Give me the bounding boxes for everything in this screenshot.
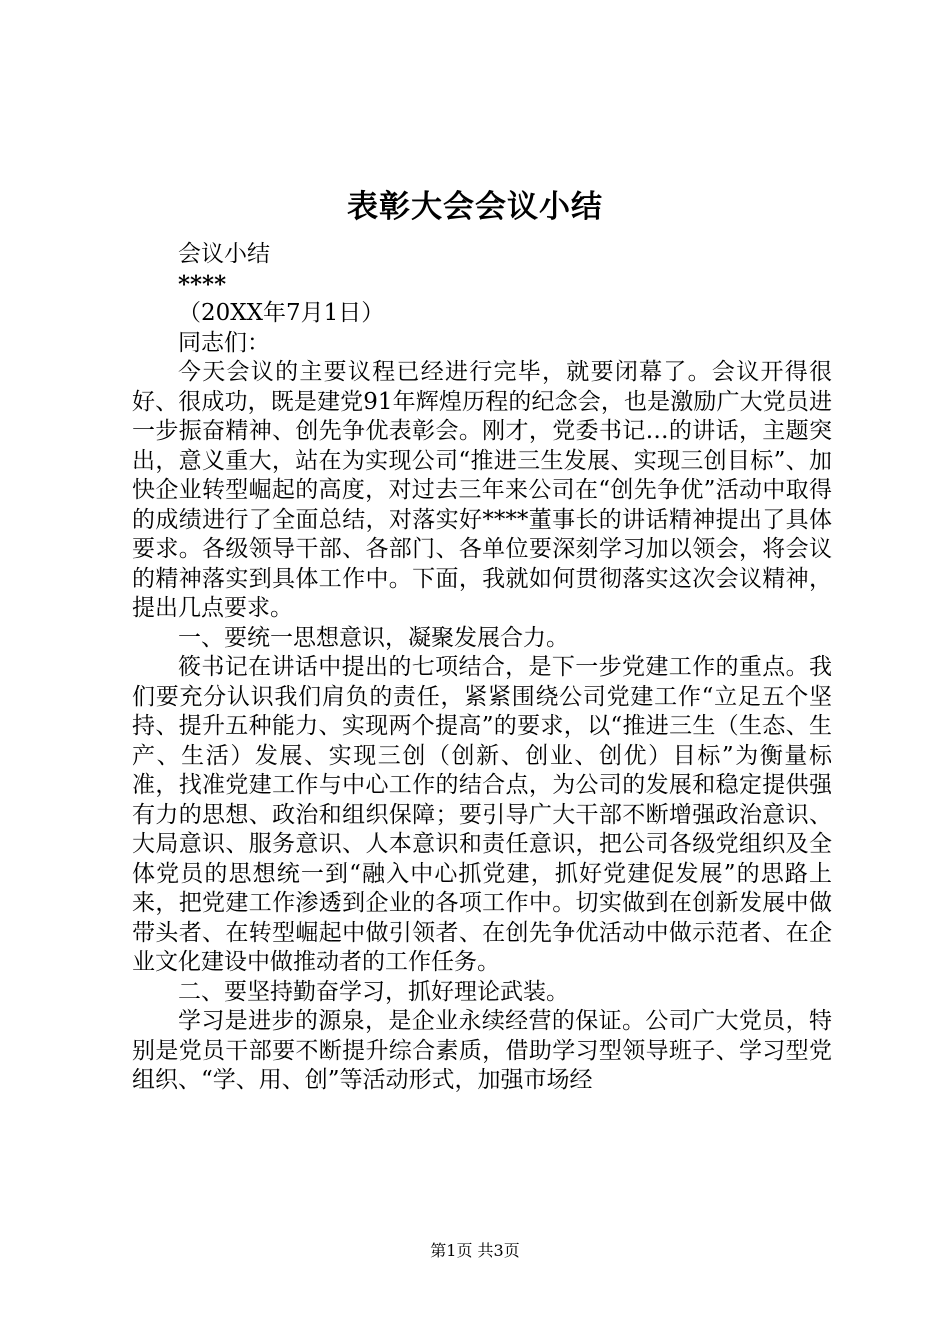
salutation: 同志们：: [178, 329, 270, 356]
author-line: ****: [178, 270, 227, 298]
document-body: [132, 240, 832, 1096]
subtitle-line: 会议小结: [178, 241, 270, 267]
body-paragraph: 筱书记在讲话中提出的七项结合，是下一步党建工作的重点。我们要充分认识我们肩负的责任，紧紧围绕公司党建工作“立足五个坚持、提升五种能力、实现两个提高”的要求，以“推进三生（生态、生产、生活）发展、实现三创（创新、创业、创优）目标”为衡量标准，找准党建工作与中心工作的结合点，为公司的发展和稳定提供强有力的思想、政治和组织保障；要引导广大干部不断增强政治意识、大局意识、服务意识、人本意识和责任意识，把公司各级党组织及全体党员的思想统一到“融入中心抓党建，抓好党建促发展”的思路上来，把党建工作渗透到企业的各项工作中。切实做到在创新发展中做带头者、在转型崛起中做引领者、在创先争优活动中做示范者、在企业文化建设中做推动者的工作任务。: [132, 654, 832, 975]
document-title: 表彰大会会议小结: [347, 189, 603, 225]
section-heading: 一、要统一思想意识，凝聚发展合力。: [178, 624, 569, 651]
section-heading: 二、要坚持勤奋学习，抓好理论武装。: [178, 978, 569, 1005]
page-number: 第1页 共3页: [430, 1241, 520, 1260]
body-paragraph: 学习是进步的源泉，是企业永续经营的保证。公司广大党员，特别是党员干部要不断提升综合素质，借助学习型领导班子、学习型党组织、“学、用、创”等活动形式，加强市场经: [132, 1008, 832, 1093]
body-paragraph: 今天会议的主要议程已经进行完毕，就要闭幕了。会议开得很好、很成功，既是建党91年辉煌历程的纪念会，也是激励广大党员进一步振奋精神、创先争优表彰会。刚才，党委书记…的讲话，主题突出，意义重大，站在为实现公司“推进三生发展、实现三创目标”、加快企业转型崛起的高度，对过去三年来公司在“创先争优”活动中取得的成绩进行了全面总结，对落实好****董事长的讲话精神提出了具体要求。各级领导干部、各部门、各单位要深刻学习加以领会，将会议的精神落实到具体工作中。下面，我就如何贯彻落实这次会议精神，提出几点要求。: [132, 359, 832, 621]
date-line: （20XX年7月1日）: [178, 300, 385, 326]
